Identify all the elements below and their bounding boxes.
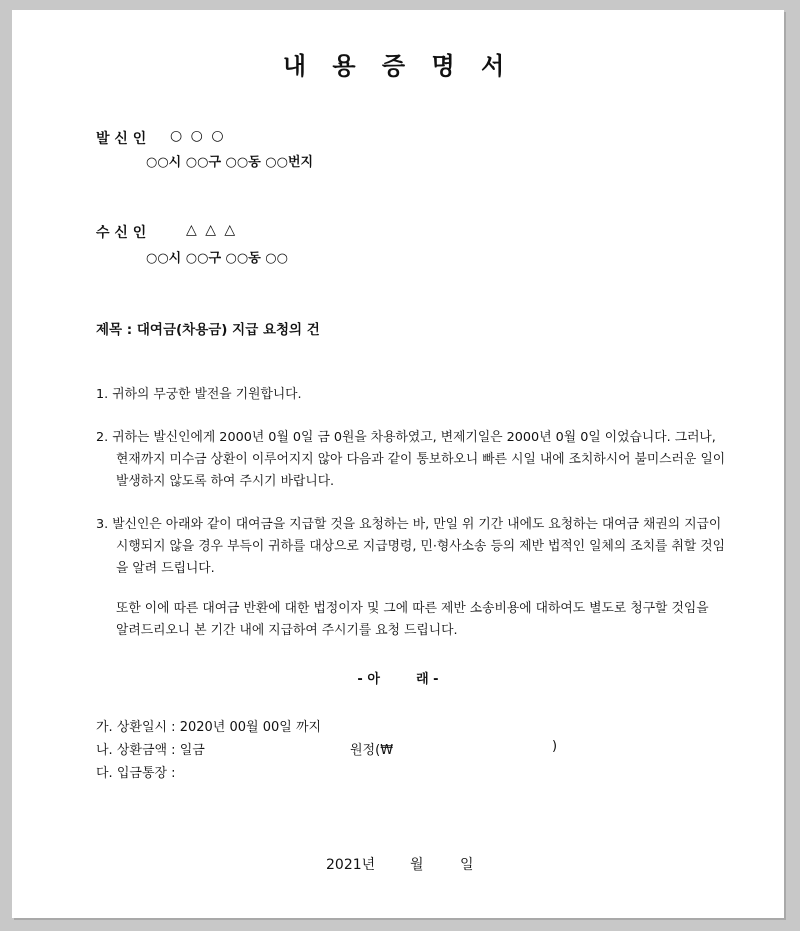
- paragraph-1: 1. 귀하의 무궁한 발전을 기원합니다.: [96, 387, 302, 402]
- document-sheet: [12, 10, 784, 918]
- document-title: 내 용 증 명 서: [282, 52, 514, 80]
- item-repayment-amount-suffix: ): [552, 739, 558, 754]
- sender-label: 발 신 인: [96, 131, 147, 147]
- item-repayment-amount: [96, 739, 558, 758]
- recipient-address: ○○시 ○○구 ○○동 ○○: [146, 251, 288, 266]
- date-month: 월: [410, 857, 424, 873]
- recipient-name: △ △ △: [186, 222, 238, 238]
- date-year: 2021년: [326, 857, 376, 873]
- sender-name: ○ ○ ○: [170, 128, 226, 144]
- item-repayment-date: 가. 상환일시 : 2020년 00월 00일 까지: [96, 720, 322, 735]
- document-subject: 제목 : 대여금(차용금) 지급 요청의 건: [96, 322, 320, 338]
- recipient-label: 수 신 인: [96, 225, 147, 241]
- item-deposit-account: 다. 입금통장 :: [96, 766, 176, 781]
- item-repayment-amount-prefix: 나. 상환금액 : 일금: [96, 743, 205, 758]
- item-repayment-amount-middle: 원정(₩: [350, 743, 394, 758]
- below-heading: - 아 래 -: [357, 672, 439, 687]
- paragraph-4: 또한 이에 따른 대여금 반환에 대한 법정이자 및 그에 따른 제반 소송비용에 대하여도 별도로 청구할 것임을 알려드리오니 본 기간 내에 지급하여 주시기를 요청 드립니다.: [116, 601, 709, 638]
- paragraph-3: 3. 발신인은 아래와 같이 대여금을 지급할 것을 요청하는 바, 만일 위 기간 내에도 요청하는 대여금 채권의 지급이 시행되지 않을 경우 부득이 귀하를 대상으로 지급명령, 민·형사소송 등의 제반 법적인 일체의 조치를 취할 것임을 알려 드립니다.: [96, 517, 726, 576]
- paragraph-2: 2. 귀하는 발신인에게 2000년 0월 0일 금 0원을 차용하였고, 변제기일은 2000년 0월 0일 이었습니다. 그러나, 현재까지 미수금 상환이 이루어지지 않아 다음과 같이 통보하오니 빠른 시일 내에 조치하시어 불미스러운 일이 발생하지 않도록 하여 주시기 바랍니다.: [96, 430, 726, 489]
- sender-address: ○○시 ○○구 ○○동 ○○번지: [146, 155, 314, 170]
- date-day: 일: [460, 857, 474, 873]
